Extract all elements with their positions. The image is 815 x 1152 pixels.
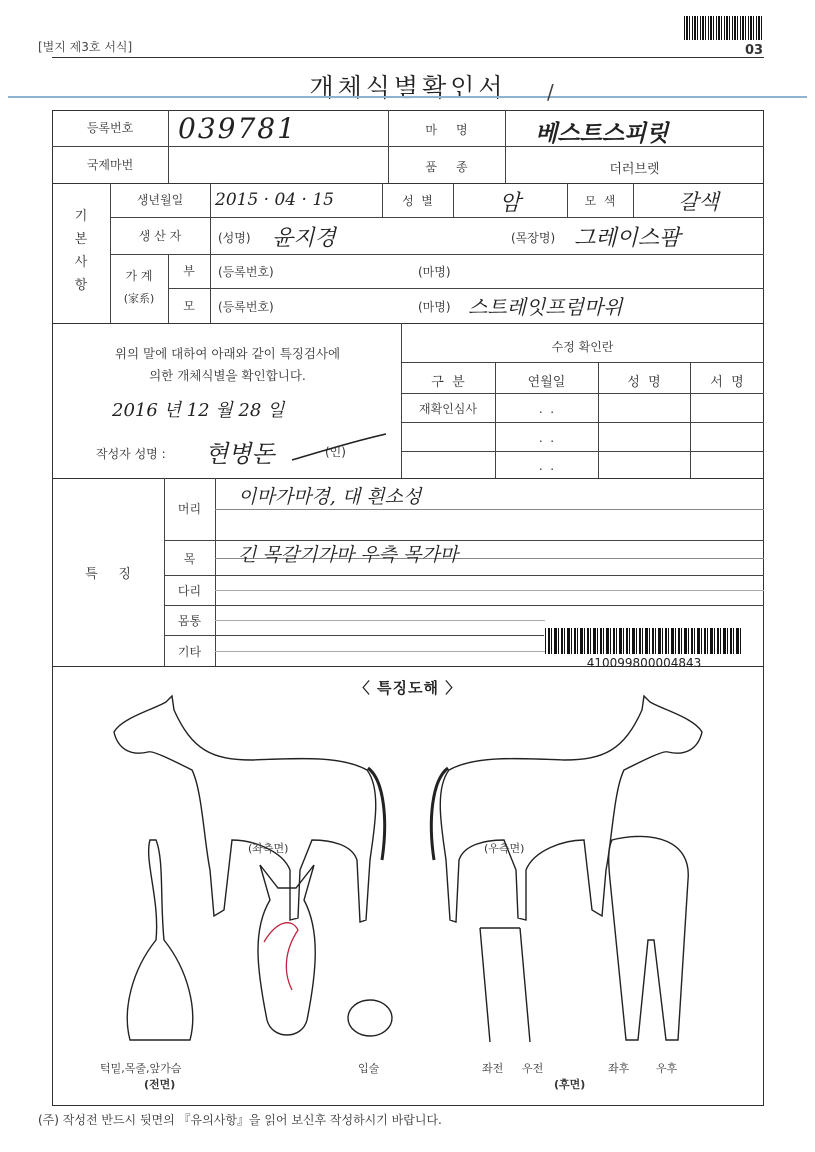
rule xyxy=(168,288,764,289)
rule xyxy=(215,478,216,666)
horse-left-side xyxy=(114,696,385,922)
revision-header: 구 분 xyxy=(431,375,465,390)
rule xyxy=(401,422,764,423)
neck-value[interactable]: 긴 목갈기가마 우측 목가마 xyxy=(238,544,459,566)
rule xyxy=(210,254,211,323)
revision-title: 수정 확인란 xyxy=(551,340,614,354)
horse-right-side xyxy=(431,696,702,922)
head-label: 머리 xyxy=(177,502,202,516)
revision-header: 서 명 xyxy=(710,375,744,390)
title-mark: / xyxy=(547,80,554,104)
barcode-sticker xyxy=(545,628,743,654)
rule xyxy=(168,110,169,183)
intl-no-label: 국제마번 xyxy=(86,158,134,172)
horse-name-label: 마 명 xyxy=(425,123,468,137)
revision-header: 연월일 xyxy=(527,375,566,390)
breeder-label: 생 산 자 xyxy=(138,229,182,243)
sire-reg-label: (등록번호) xyxy=(218,265,274,279)
document-title: 개체식별확인서 xyxy=(309,73,507,102)
muzzle-drawing xyxy=(348,1000,392,1036)
sex-value[interactable]: 암 xyxy=(499,191,521,216)
muzzle-label: 입술 xyxy=(358,1062,380,1075)
form-tag: [별지 제3호 서식] xyxy=(38,40,133,54)
front-left-leg-label: 좌전 xyxy=(482,1062,504,1075)
head-value[interactable]: 이마가마경, 대 흰소성 xyxy=(238,486,422,508)
horse-head-front xyxy=(258,865,315,1035)
red-marking xyxy=(264,923,298,990)
sire-label: 부 xyxy=(183,264,195,278)
diagram-title: 〈 특징도해 〉 xyxy=(354,679,462,697)
pedigree-hanja: (家系) xyxy=(123,292,155,305)
horse-rear-view xyxy=(609,836,689,1040)
rule xyxy=(52,183,764,184)
footer-note: (주) 작성전 반드시 뒷면의 『유의사항』을 읽어 보신후 작성하시기 바랍니다. xyxy=(38,1113,442,1127)
revision-cell[interactable]: . . xyxy=(538,402,555,416)
left-side-label: (좌측면) xyxy=(248,842,289,855)
pedigree-label: 가 계 xyxy=(125,269,153,283)
top-barcode xyxy=(684,16,762,40)
rule xyxy=(164,575,764,576)
confirmation-date[interactable]: 2016 년 12 월 28 일 xyxy=(112,400,285,421)
dam-name-value[interactable]: 스트레잇프럼마위 xyxy=(468,295,623,319)
farm-label: (목장명) xyxy=(511,231,556,245)
birth-value[interactable]: 2015 · 04 · 15 xyxy=(215,190,334,210)
rule xyxy=(401,451,764,452)
writer-seal: (인) xyxy=(325,445,346,459)
rule xyxy=(215,651,545,652)
dam-name-label: (마명) xyxy=(418,300,451,314)
front-label: (전면) xyxy=(144,1078,176,1091)
sex-label: 성 별 xyxy=(402,194,433,208)
right-side-label: (우측면) xyxy=(484,842,525,855)
blue-rule xyxy=(8,96,807,98)
farm-value[interactable]: 그레이스팜 xyxy=(574,226,681,251)
horse-front-neck xyxy=(127,840,192,1040)
rule xyxy=(110,254,764,255)
neck-label: 목 xyxy=(183,552,196,566)
hind-left-leg-label: 좌후 xyxy=(608,1062,630,1075)
revision-cell: 재확인심사 xyxy=(419,402,477,416)
rule xyxy=(164,605,764,606)
rule xyxy=(110,217,764,218)
breeder-name-value[interactable]: 윤지경 xyxy=(272,226,336,251)
writer-name[interactable]: 현병돈 xyxy=(205,440,275,468)
rule xyxy=(210,183,211,254)
breed-value[interactable]: 더러브렛 xyxy=(609,162,660,177)
sire-name-label: (마명) xyxy=(418,265,451,279)
revision-cell[interactable]: . . xyxy=(538,459,555,473)
body-label: 몸통 xyxy=(177,614,202,628)
rule xyxy=(215,509,764,510)
reg-no-value[interactable]: 039781 xyxy=(178,112,297,145)
rule xyxy=(215,620,545,621)
horse-diagram xyxy=(52,690,764,1105)
birth-label: 생년월일 xyxy=(136,193,184,207)
confirmation-statement: 위의 말에 대하여 아래와 같이 특징검사에 의한 개체식별을 확인합니다. xyxy=(114,346,341,383)
revision-cell[interactable]: . . xyxy=(538,431,555,445)
rule xyxy=(401,362,764,363)
hind-label: (후면) xyxy=(554,1078,586,1091)
revision-header: 성 명 xyxy=(627,375,661,390)
rule xyxy=(164,635,544,636)
legs-label: 다리 xyxy=(177,584,202,598)
basic-section-label: 기 본 사 항 xyxy=(74,209,88,293)
rule xyxy=(52,323,764,324)
other-label: 기타 xyxy=(177,645,202,659)
front-right-leg-label: 우전 xyxy=(522,1062,544,1075)
reg-no-label: 등록번호 xyxy=(86,121,134,135)
color-value[interactable]: 갈색 xyxy=(678,190,719,214)
barcode-number: 410099800004843 xyxy=(586,656,702,670)
page-number: 03 xyxy=(745,43,764,58)
dam-label: 모 xyxy=(183,299,195,313)
dam-reg-label: (등록번호) xyxy=(218,300,274,314)
hind-right-leg-label: 우후 xyxy=(656,1062,678,1075)
signature-strike xyxy=(290,430,390,466)
top-rule xyxy=(52,57,764,58)
writer-label: 작성자 성명 : xyxy=(96,447,166,461)
features-section-label: 특 징 xyxy=(85,567,131,582)
breed-label: 품 종 xyxy=(425,160,468,174)
color-label: 모 색 xyxy=(584,194,616,208)
rule xyxy=(215,590,764,591)
horse-name-value[interactable]: 베스트스피릿 xyxy=(535,120,669,147)
breeder-name-label: (성명) xyxy=(218,231,251,245)
front-legs-drawing xyxy=(480,928,530,1042)
rule xyxy=(52,478,764,479)
rule xyxy=(401,393,764,394)
front-caption: 턱밑,목줄,앞가슴 xyxy=(100,1062,182,1075)
